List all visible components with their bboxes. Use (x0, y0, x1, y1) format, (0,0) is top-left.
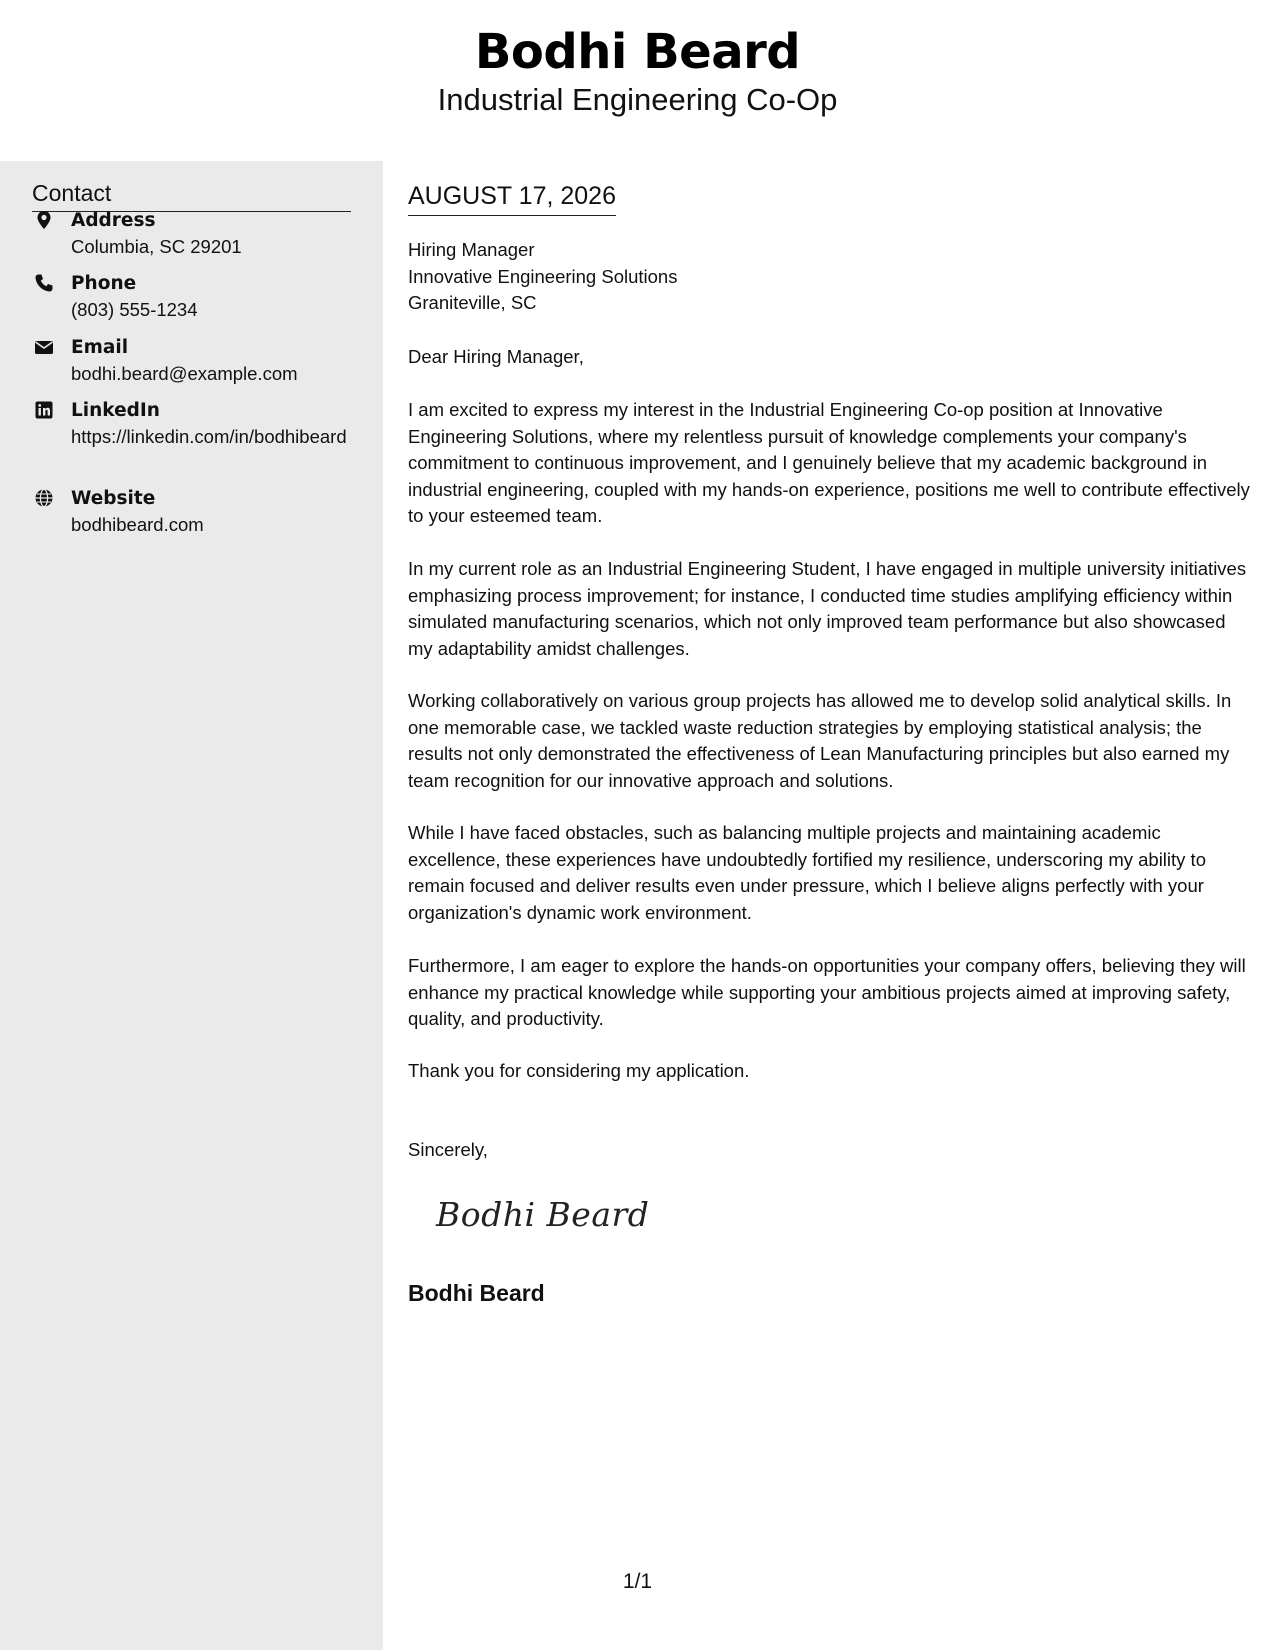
contact-label: Email (71, 337, 129, 358)
contact-value[interactable]: bodhi.beard@example.com (71, 363, 298, 384)
letter-date: AUGUST 17, 2026 (408, 179, 616, 216)
recipient-block (408, 237, 1253, 317)
recipient-location: Graniteville, SC (408, 292, 537, 313)
letter-header (0, 0, 1275, 161)
contact-label: Phone (71, 273, 137, 294)
paragraph: I am excited to express my interest in the Industrial Engineering Co-op position at Innovative Engineering Solutions, where my relentless pursuit of knowledge complements your company's commitment to continuous improvement, and I genuinely believe that my academic background in industrial engineering, coupled with my hands-on experience, positions me well to contribute effectively to your esteemed team. (408, 399, 1250, 526)
contact-sidebar (0, 161, 383, 1650)
paragraph: In my current role as an Industrial Engineering Student, I have engaged in multiple university initiatives emphasizing process improvement; for instance, I conducted time studies amplifying efficiency within simulated manufacturing scenarios, which not only improved team performance but also showcased my adaptability amidst challenges. (408, 558, 1247, 659)
contact-value[interactable]: bodhibeard.com (71, 514, 204, 535)
globe-icon (34, 488, 54, 508)
salutation: Dear Hiring Manager, (408, 346, 584, 367)
handwritten-signature: Bodhi Beard (436, 1195, 650, 1234)
contact-label: Address (71, 210, 156, 231)
applicant-name: Bodhi Beard (474, 24, 801, 80)
closing: Sincerely, (408, 1139, 488, 1160)
paragraph: Working collaboratively on various group projects has allowed me to develop solid analytical skills. In one memorable case, we tackled waste reduction strategies by employing statistical analysis; the results not only demonstrated the effectiveness of Lean Manufacturing principles but also earned my team recognition for our innovative approach and solutions. (408, 690, 1232, 791)
contact-heading: Contact (32, 177, 351, 212)
contact-value: (803) 555-1234 (71, 299, 198, 320)
paragraph: Thank you for considering my application. (408, 1060, 750, 1081)
page-number: 1/1 (622, 1570, 653, 1593)
recipient-name: Hiring Manager (408, 239, 535, 260)
map-pin-icon (34, 210, 54, 230)
contact-label: Website (71, 488, 156, 509)
contact-label: LinkedIn (71, 400, 160, 421)
envelope-icon (34, 337, 54, 357)
paragraph: Furthermore, I am eager to explore the hands-on opportunities your company offers, believing they will enhance my practical knowledge while supporting your ambitious projects aimed at improving safety, quality, and productivity. (408, 955, 1246, 1029)
signer-name: Bodhi Beard (408, 1280, 545, 1306)
contact-value: Columbia, SC 29201 (71, 236, 242, 257)
phone-icon (34, 273, 54, 293)
paragraph: While I have faced obstacles, such as balancing multiple projects and maintaining academic excellence, these experiences have undoubtedly fortified my resilience, underscoring my ability to remain focused and deliver results even under pressure, which I believe aligns perfectly with your organization's dynamic work environment. (408, 822, 1206, 923)
linkedin-icon (34, 400, 54, 420)
recipient-company: Innovative Engineering Solutions (408, 265, 678, 287)
applicant-role: Industrial Engineering Co-Op (437, 82, 838, 117)
contact-value[interactable]: https://linkedin.com/in/bodhibeard (71, 426, 347, 447)
